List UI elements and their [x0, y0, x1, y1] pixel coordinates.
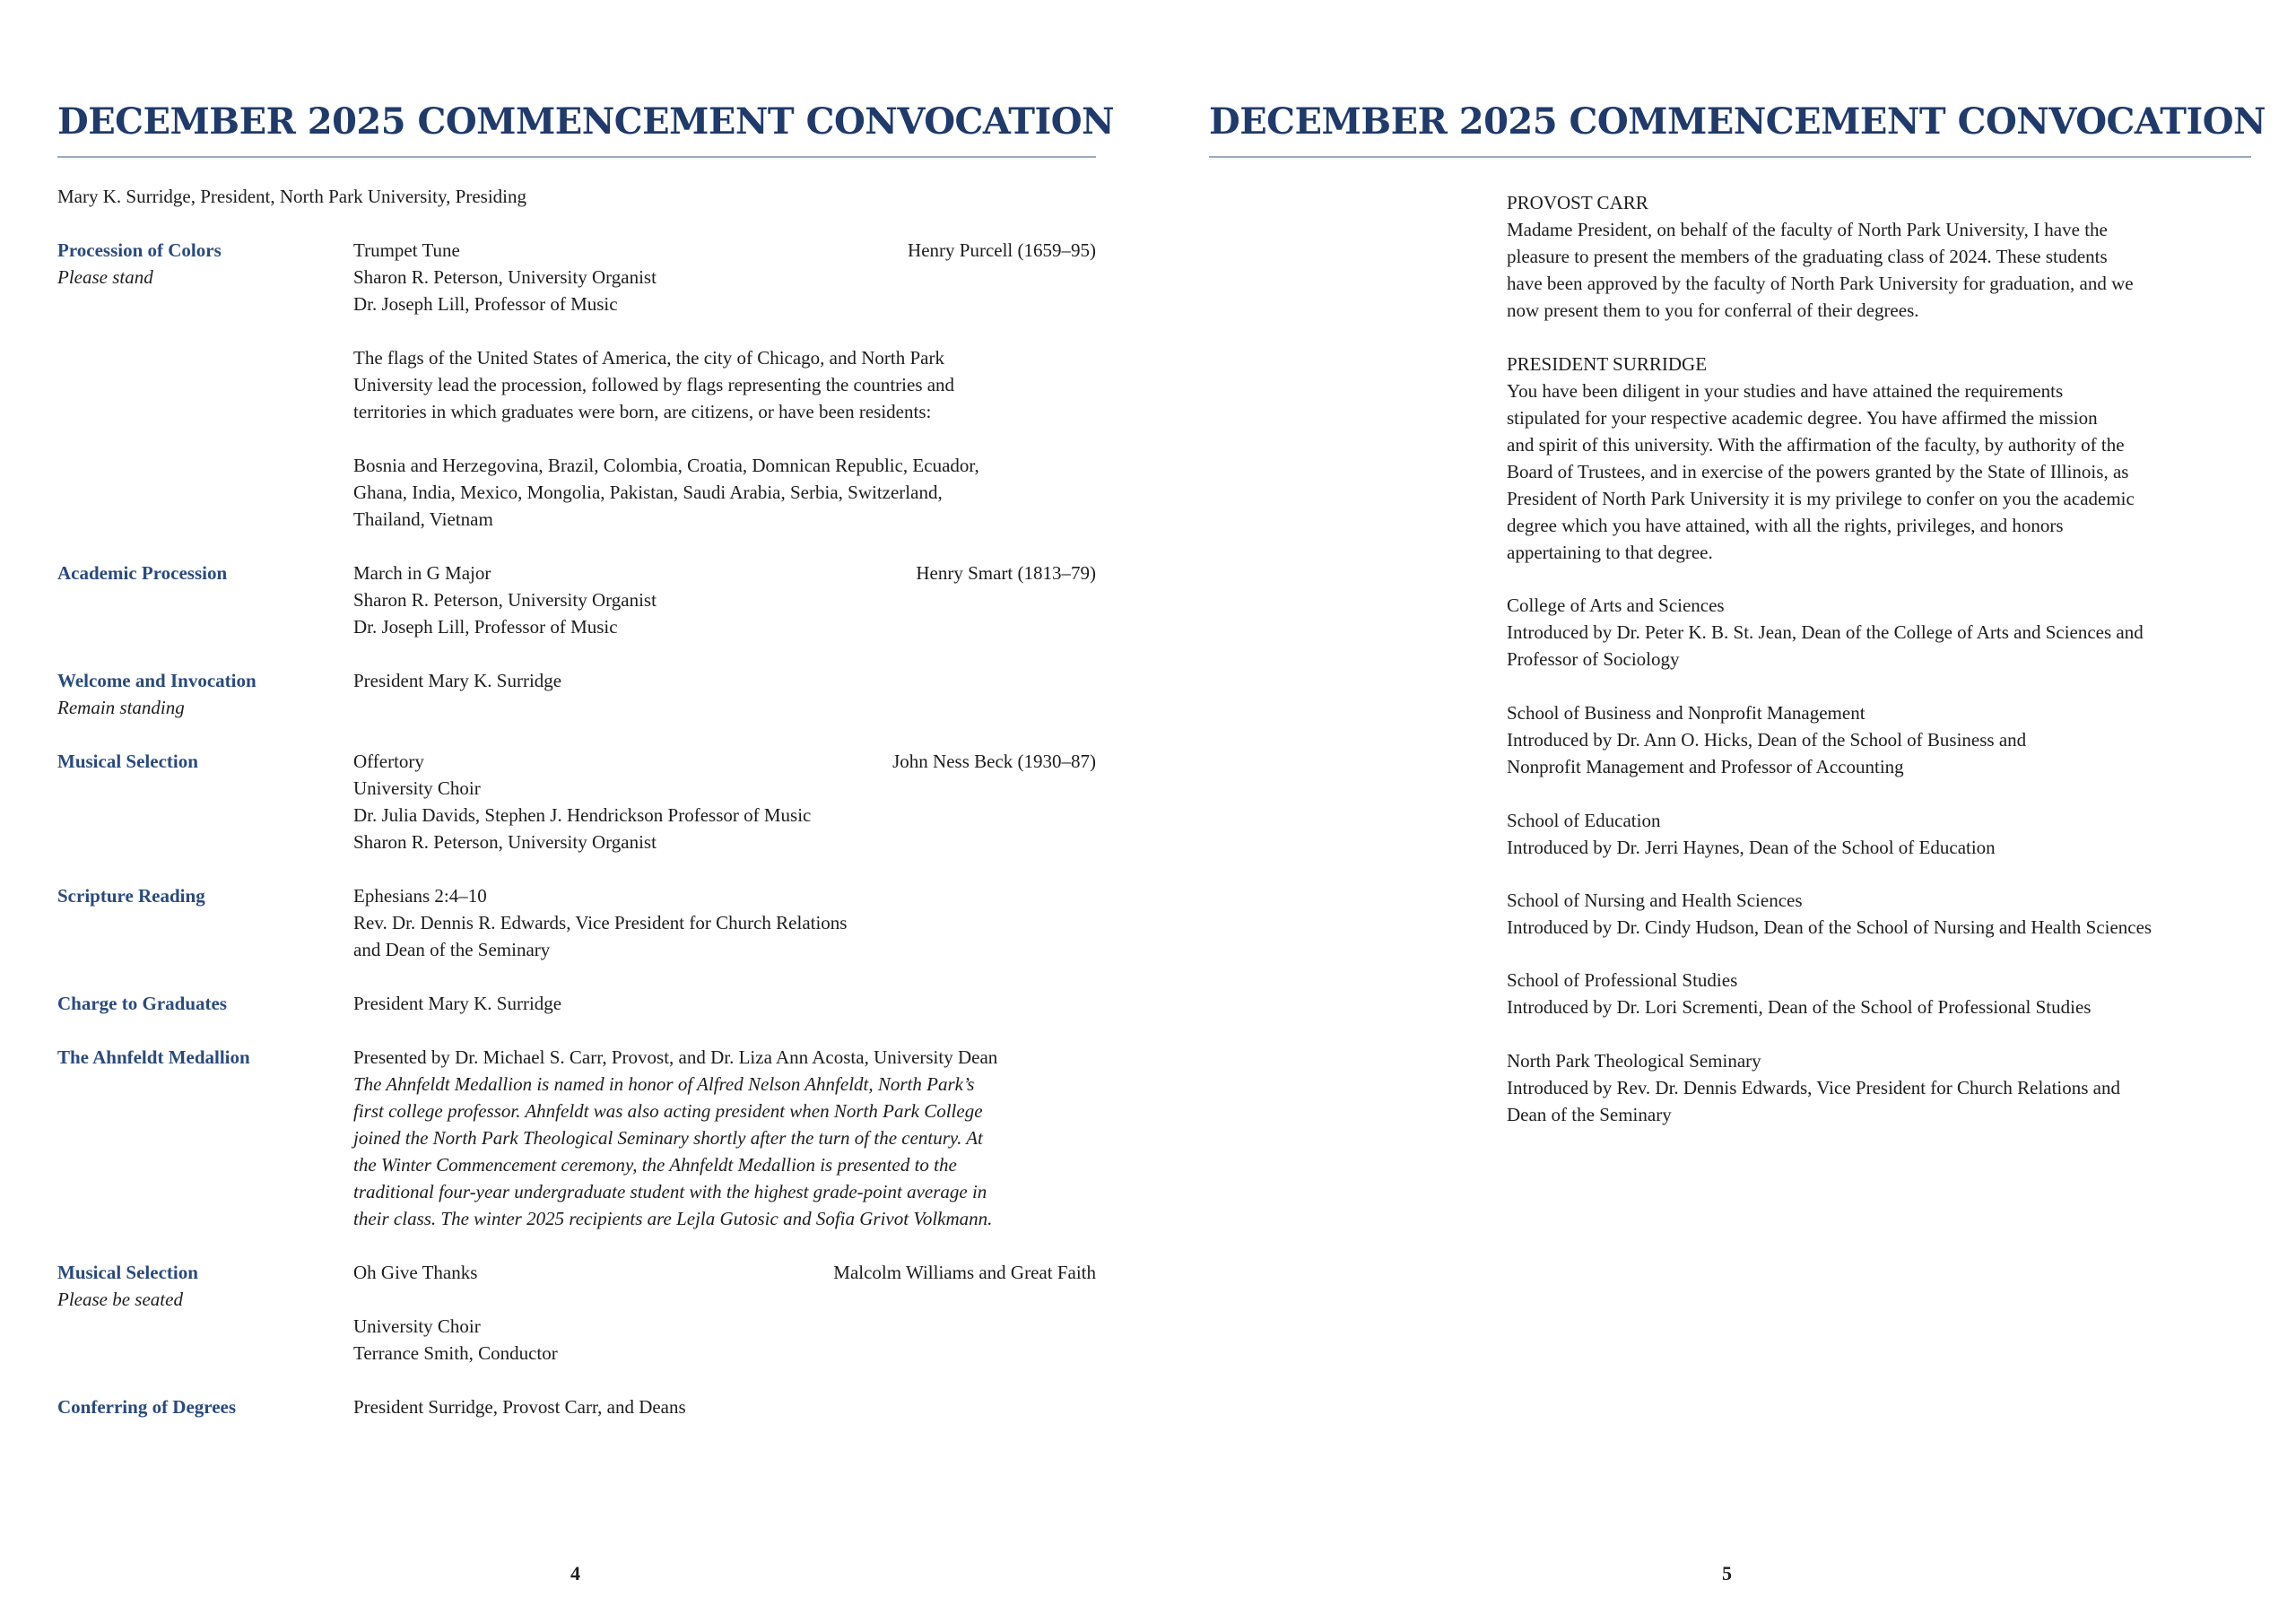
section-title: Academic Procession: [57, 562, 228, 584]
paragraph-line: University lead the procession, followed by flags representing the countries and: [353, 374, 955, 395]
block-heading: School of Nursing and Health Sciences: [1507, 890, 1803, 911]
composer: Henry Smart (1813–79): [916, 562, 1096, 584]
page-heading: DECEMBER 2025 COMMENCEMENT CONVOCATION: [57, 100, 1115, 143]
section-title: Conferring of Degrees: [57, 1396, 237, 1418]
section-note: Please stand: [57, 266, 153, 288]
block-heading: PRESIDENT SURRIDGE: [1507, 353, 1708, 375]
block-heading: School of Education: [1507, 810, 1661, 831]
paragraph-line: Ghana, India, Mexico, Mongolia, Pakistan, Saudi Arabia, Serbia, Switzerland,: [353, 482, 943, 503]
medallion-description-line: traditional four-year undergraduate student with the highest grade-point average in: [353, 1181, 987, 1202]
section-title: Musical Selection: [57, 1262, 198, 1283]
block-heading: North Park Theological Seminary: [1507, 1050, 1761, 1072]
piece-title: Offertory: [353, 751, 424, 772]
block-line: Introduced by Rev. Dr. Dennis Edwards, Vice President for Church Relations and: [1507, 1077, 2121, 1098]
composer: Malcolm Williams and Great Faith: [833, 1262, 1096, 1283]
section-title: Welcome and Invocation: [57, 670, 257, 691]
block-nursing: [1507, 887, 2260, 941]
heading-rule: [57, 156, 1096, 158]
medallion-description-line: the Winter Commencement ceremony, the Ahnfeldt Medallion is presented to the: [353, 1154, 957, 1176]
block-line: Introduced by Dr. Peter K. B. St. Jean, Dean of the College of Arts and Sciences and: [1507, 621, 2144, 643]
block-provost-carr: [1507, 189, 2260, 324]
page-heading: DECEMBER 2025 COMMENCEMENT CONVOCATION: [1209, 100, 2266, 143]
piece-title: Oh Give Thanks: [353, 1262, 478, 1283]
medallion-description-line: joined the North Park Theological Seminary shortly after the turn of the century. At: [353, 1127, 983, 1149]
block-line: Dean of the Seminary: [1507, 1104, 1672, 1125]
performer-line: Dr. Julia Davids, Stephen J. Hendrickson Professor of Music: [353, 804, 812, 826]
presenter-line: Presented by Dr. Michael S. Carr, Provost, and Dr. Liza Ann Acosta, University Dean: [353, 1046, 998, 1068]
section-title: Charge to Graduates: [57, 993, 227, 1014]
block-line: degree which you have attained, with all the rights, privileges, and honors: [1507, 515, 2064, 536]
speaker-line: Rev. Dr. Dennis R. Edwards, Vice President for Church Relations: [353, 912, 848, 933]
right-page: [1148, 0, 2296, 1623]
block-line: Introduced by Dr. Jerri Haynes, Dean of the School of Education: [1507, 837, 1996, 858]
block-line: pleasure to present the members of the graduating class of 2024. These students: [1507, 246, 2108, 267]
paragraph-line: territories in which graduates were born, are citizens, or have been residents:: [353, 401, 932, 422]
speaker-line: President Surridge, Provost Carr, and Deans: [353, 1396, 686, 1418]
performer-line: University Choir: [353, 777, 481, 799]
piece-title: Trumpet Tune: [353, 239, 460, 261]
block-line: and spirit of this university. With the affirmation of the faculty, by authority of the: [1507, 434, 2125, 456]
speaker-line: President Mary K. Surridge: [353, 993, 562, 1014]
block-business: [1507, 699, 2260, 780]
composer: John Ness Beck (1930–87): [892, 751, 1096, 772]
block-line: now present them to you for conferral of their degrees.: [1507, 299, 1919, 321]
medallion-description-line: their class. The winter 2025 recipients are Lejla Gutosic and Sofia Grivot Volkmann.: [353, 1208, 993, 1229]
block-line: stipulated for your respective academic degree. You have affirmed the mission: [1507, 407, 2098, 429]
block-seminary: [1507, 1047, 2260, 1128]
block-line: Introduced by Dr. Cindy Hudson, Dean of the School of Nursing and Health Sciences: [1507, 916, 2152, 938]
block-line: Introduced by Dr. Lori Scrementi, Dean of the School of Professional Studies: [1507, 996, 2092, 1018]
block-heading: PROVOST CARR: [1507, 192, 1648, 213]
paragraph-line: The flags of the United States of America, the city of Chicago, and North Park: [353, 347, 944, 369]
block-line: Madame President, on behalf of the faculty of North Park University, I have the: [1507, 219, 2108, 240]
paragraph-line: Bosnia and Herzegovina, Brazil, Colombia, Croatia, Domnican Republic, Ecuador,: [353, 455, 979, 476]
block-line: Professor of Sociology: [1507, 648, 1680, 670]
speaker-line: President Mary K. Surridge: [353, 670, 562, 691]
section-title: Procession of Colors: [57, 239, 222, 261]
block-line: Introduced by Dr. Ann O. Hicks, Dean of the School of Business and: [1507, 729, 2027, 751]
block-heading: School of Business and Nonprofit Management: [1507, 702, 1866, 724]
presiding-line: Mary K. Surridge, President, North Park University, Presiding: [57, 186, 526, 207]
page-number: 4: [570, 1562, 580, 1584]
heading-rule: [1209, 156, 2251, 158]
performer-line: Sharon R. Peterson, University Organist: [353, 266, 657, 288]
paragraph-line: Thailand, Vietnam: [353, 508, 493, 530]
composer: Henry Purcell (1659–95): [908, 239, 1096, 261]
block-heading: College of Arts and Sciences: [1507, 595, 1725, 616]
section-title: Scripture Reading: [57, 885, 205, 907]
section-note: Remain standing: [57, 697, 185, 718]
block-president-surridge: [1507, 351, 2260, 566]
performer-line: Terrance Smith, Conductor: [353, 1342, 558, 1364]
speaker-line: and Dean of the Seminary: [353, 939, 551, 960]
block-line: President of North Park University it is my privilege to confer on you the academic: [1507, 488, 2135, 509]
performer-line: Dr. Joseph Lill, Professor of Music: [353, 293, 618, 315]
page-number: 5: [1722, 1562, 1732, 1584]
block-arts-sciences: [1507, 592, 2260, 673]
block-line: You have been diligent in your studies and have attained the requirements: [1507, 380, 2064, 402]
medallion-description-line: The Ahnfeldt Medallion is named in honor of Alfred Nelson Ahnfeldt, North Park’s: [353, 1073, 975, 1095]
block-education: [1507, 807, 2260, 861]
block-heading: School of Professional Studies: [1507, 969, 1738, 991]
performer-line: University Choir: [353, 1315, 481, 1337]
medallion-description-line: first college professor. Ahnfeldt was also acting president when North Park College: [353, 1100, 983, 1122]
block-line: Board of Trustees, and in exercise of the powers granted by the State of Illinois, as: [1507, 461, 2129, 482]
performer-line: Sharon R. Peterson, University Organist: [353, 831, 657, 853]
block-line: Nonprofit Management and Professor of Accounting: [1507, 756, 1904, 777]
block-line: appertaining to that degree.: [1507, 542, 1713, 563]
piece-title: March in G Major: [353, 562, 491, 584]
performer-line: Dr. Joseph Lill, Professor of Music: [353, 616, 618, 638]
block-professional-studies: [1507, 967, 2260, 1020]
block-line: have been approved by the faculty of North Park University for graduation, and we: [1507, 273, 2134, 294]
section-note: Please be seated: [57, 1289, 183, 1310]
section-title: The Ahnfeldt Medallion: [57, 1046, 250, 1068]
scripture-reference: Ephesians 2:4–10: [353, 885, 487, 907]
performer-line: Sharon R. Peterson, University Organist: [353, 589, 657, 611]
section-title: Musical Selection: [57, 751, 198, 772]
